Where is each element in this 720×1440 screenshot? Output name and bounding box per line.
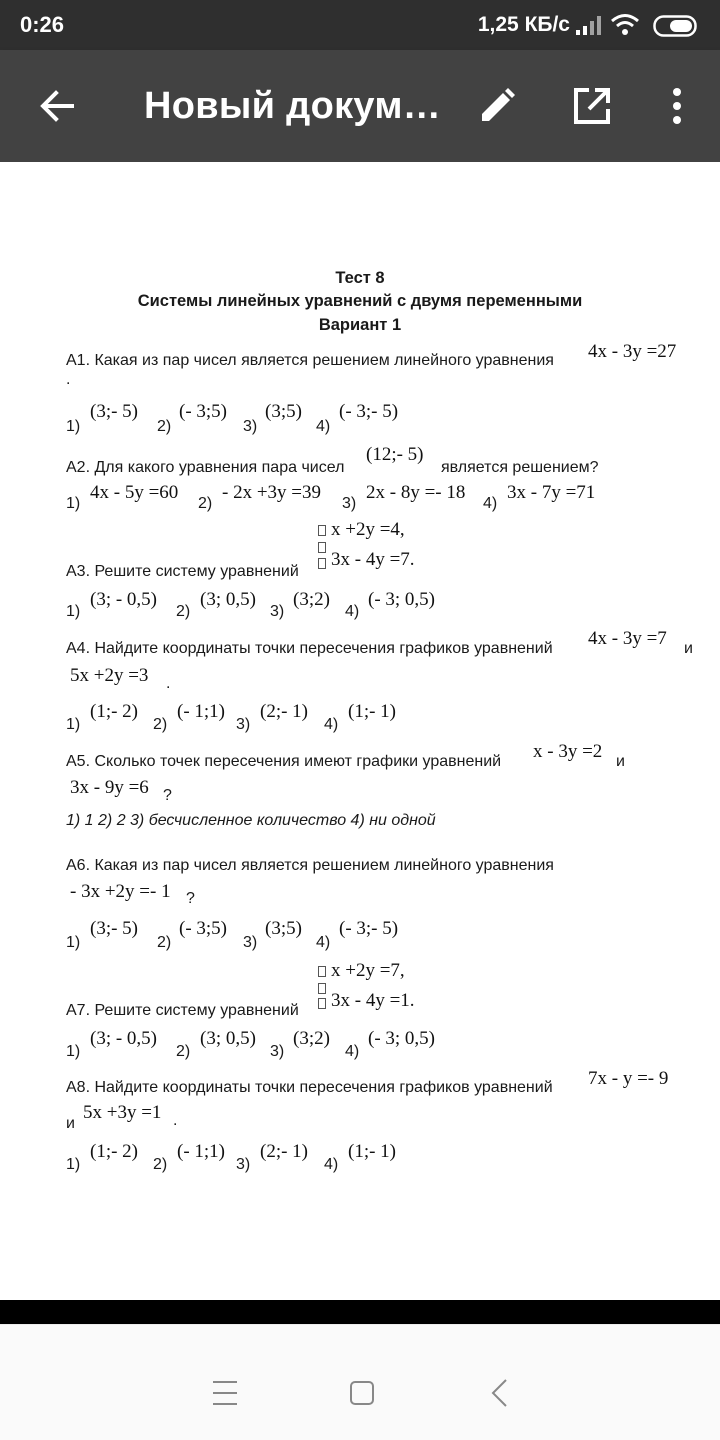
more-vert-icon[interactable] (652, 81, 702, 131)
option-number: 2) (176, 603, 191, 620)
answer-option: 2x - 8y =- 18 (366, 482, 466, 503)
equation: 7x - y =- 9 (588, 1068, 669, 1089)
option-number: 3) (236, 716, 251, 733)
answer-option: (3; 0,5) (200, 589, 256, 610)
option-number: 4) (316, 934, 331, 951)
answer-option: (- 1;1) (177, 1141, 226, 1162)
answer-option: (2;- 1) (260, 1141, 309, 1162)
answer-option: (3; - 0,5) (90, 1028, 158, 1049)
equation: 4x - 3y =27 (588, 341, 677, 362)
arrow-left-icon[interactable] (32, 81, 82, 131)
option-number: 3) (236, 1156, 251, 1173)
brace-glyph (318, 542, 326, 553)
answer-option: (- 3; 0,5) (368, 589, 436, 610)
question-a6: А6. Какая из пар чисел является решением линейного уравнения (66, 857, 554, 874)
equation: 5x +2y =3 (70, 665, 149, 686)
answer-option: 4x - 5y =60 (90, 482, 179, 503)
answer-options-a5: 1) 1 2) 2 3) бесчисленное количество 4) ни одной (66, 812, 436, 829)
period: . (166, 675, 171, 692)
question-mark: ? (163, 787, 172, 804)
question-a3: А3. Решите систему уравнений (66, 563, 299, 580)
brace-glyph (318, 558, 326, 569)
answer-option: (1;- 2) (90, 1141, 139, 1162)
answer-option: (- 1;1) (177, 701, 226, 722)
option-number: 1) (66, 603, 81, 620)
answer-option: (3;- 5) (90, 918, 139, 939)
brace-glyph (318, 525, 326, 536)
answer-option: (1;- 1) (348, 1141, 397, 1162)
question-a8: А8. Найдите координаты точки пересечения графиков уравнений (66, 1079, 553, 1096)
equation: 3x - 9y =6 (70, 777, 149, 798)
answer-option: (3;2) (293, 1028, 330, 1049)
open-external-icon[interactable] (567, 81, 617, 131)
equation: - 3x +2y =- 1 (70, 881, 171, 902)
system-equation: x +2y =7, (331, 960, 405, 981)
answer-option: (3; - 0,5) (90, 589, 158, 610)
answer-option: (- 3;5) (179, 918, 228, 939)
conjunction: и (66, 1115, 75, 1132)
option-number: 1) (66, 1043, 81, 1060)
option-number: 2) (157, 934, 172, 951)
option-number: 2) (153, 716, 168, 733)
option-number: 2) (176, 1043, 191, 1060)
answer-option: 3x - 7y =71 (507, 482, 596, 503)
option-number: 3) (342, 495, 357, 512)
answer-option: (- 3;- 5) (339, 918, 399, 939)
option-number: 1) (66, 934, 81, 951)
equation: x - 3y =2 (533, 741, 603, 762)
option-number: 3) (243, 418, 258, 435)
system-equation: 3x - 4y =7. (331, 549, 415, 570)
option-number: 1) (66, 418, 81, 435)
document-title: Новый докум… (144, 85, 442, 127)
question-a5: А5. Сколько точек пересечения имеют графики уравнений (66, 753, 502, 770)
option-number: 1) (66, 716, 81, 733)
period: . (66, 371, 71, 388)
status-bar (0, 0, 720, 50)
brace-glyph (318, 998, 326, 1009)
equation: 5x +3y =1 (83, 1102, 162, 1123)
option-number: 3) (270, 1043, 285, 1060)
option-number: 3) (243, 934, 258, 951)
conjunction: и (684, 640, 693, 657)
question-mark: ? (186, 890, 195, 907)
option-number: 2) (157, 418, 172, 435)
option-number: 2) (198, 495, 213, 512)
wifi-icon (610, 12, 640, 38)
answer-option: (- 3;- 5) (339, 401, 399, 422)
question-a1: А1. Какая из пар чисел является решением линейного уравнения (66, 352, 554, 369)
question-a4: А4. Найдите координаты точки пересечения графиков уравнений (66, 640, 553, 657)
option-number: 3) (270, 603, 285, 620)
variant-label: Вариант 1 (318, 316, 402, 334)
option-number: 4) (324, 716, 339, 733)
system-navigation-bar (0, 1324, 720, 1440)
conjunction: и (616, 753, 625, 770)
brace-glyph (318, 983, 326, 994)
pencil-icon[interactable] (472, 81, 522, 131)
answer-option: (3;2) (293, 589, 330, 610)
option-number: 4) (345, 603, 360, 620)
test-subtitle: Системы линейных уравнений с двумя переменными (137, 292, 583, 310)
option-number: 1) (66, 495, 81, 512)
answer-option: (3;5) (265, 918, 302, 939)
question-a2-tail: является решением? (441, 459, 599, 476)
test-title: Тест 8 (335, 269, 385, 287)
option-number: 4) (483, 495, 498, 512)
network-speed: 1,25 КБ/с (477, 13, 570, 36)
number-pair: (12;- 5) (366, 444, 424, 465)
signal-icon (575, 14, 603, 36)
equation: 4x - 3y =7 (588, 628, 667, 649)
brace-glyph (318, 966, 326, 977)
answer-option: (1;- 2) (90, 701, 139, 722)
question-a2: А2. Для какого уравнения пара чисел (66, 459, 345, 476)
answer-option: (- 3;5) (179, 401, 228, 422)
answer-option: (2;- 1) (260, 701, 309, 722)
chevron-left-icon[interactable] (480, 1373, 520, 1413)
document-page (0, 162, 720, 1300)
option-number: 4) (345, 1043, 360, 1060)
answer-option: (3; 0,5) (200, 1028, 256, 1049)
system-equation: x +2y =4, (331, 519, 405, 540)
answer-option: (3;- 5) (90, 401, 139, 422)
status-time: 0:26 (20, 12, 65, 37)
answer-option: (- 3; 0,5) (368, 1028, 436, 1049)
menu-lines-icon[interactable] (205, 1373, 245, 1413)
option-number: 4) (324, 1156, 339, 1173)
page-bottom-divider (0, 1300, 720, 1324)
option-number: 4) (316, 418, 331, 435)
battery-icon (653, 15, 700, 37)
option-number: 1) (66, 1156, 81, 1173)
question-a7: А7. Решите систему уравнений (66, 1002, 299, 1019)
square-home-icon[interactable] (342, 1373, 382, 1413)
answer-option: (3;5) (265, 401, 302, 422)
answer-option: (1;- 1) (348, 701, 397, 722)
app-bar (0, 50, 720, 162)
option-number: 2) (153, 1156, 168, 1173)
answer-option: - 2x +3y =39 (222, 482, 322, 503)
system-equation: 3x - 4y =1. (331, 990, 415, 1011)
period: . (173, 1112, 178, 1129)
